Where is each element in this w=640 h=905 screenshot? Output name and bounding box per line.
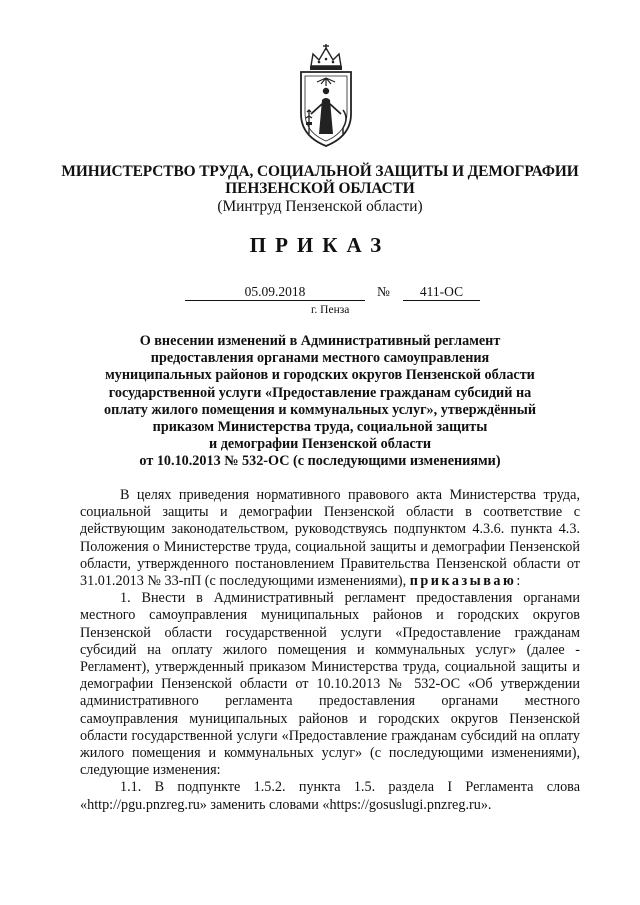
ministry-short-name: (Минтруд Пензенской области) — [217, 198, 423, 215]
document-type-title: ПРИКАЗ — [249, 233, 391, 257]
preamble-paragraph — [80, 487, 580, 590]
subject-line: муниципальных районов и городских округов Пензенской области — [105, 367, 535, 384]
order-subject — [80, 333, 560, 471]
order-city: г. Пенза — [311, 304, 350, 316]
subject-line: и демографии Пензенской области — [208, 436, 431, 453]
subject-line: предоставления органами местного самоуправления — [150, 350, 490, 367]
number-sign: № — [377, 284, 390, 299]
order-date: 05.09.2018 — [185, 283, 365, 301]
ministry-name — [0, 163, 640, 197]
ministry-name-line1: МИНИСТЕРСТВО ТРУДА, СОЦИАЛЬНОЙ ЗАЩИТЫ И ДЕМОГРАФИИ — [61, 163, 579, 180]
order-keyword-colon: : — [516, 573, 521, 590]
item-1-paragraph: 1. Внести в Административный регламент предоставления органами местного самоуправления муниципальных районов и городских округов Пензенской области государственной услуги «Предоставление гражданам субсидий на оплату жилого помещения и коммунальных услуг» (далее - Регламент), утвержденный приказом Министерства труда, социальной защиты и демографии Пензенской области от 10.10.2013 № 532-ОС «Об утверждении административного регламента предоставления органами местного самоуправления муниципальных районов и городских округов Пензенской области государственной услуги «Предоставление гражданам субсидий на оплату жилого помещения и коммунальных услуг» (с последующими изменениями), следующие изменения: — [80, 590, 580, 779]
preamble-text: В целях приведения нормативного правового акта Министерства труда, социальной защиты и демографии Пензенской области в соответствие с действующим законодательством, руководствуясь подпунктом 4.3.6. пункта 4.3. Положения о Министерстве труда, социальной защиты и демографии Пензенской области, утвержденного постановлением Правительства Пензенской области от 31.01.2013 № 33-пП (с последующими изменениями), — [80, 487, 580, 590]
order-number: 411-ОС — [403, 283, 480, 301]
item-1-1-paragraph: 1.1. В подпункте 1.5.2. пункта 1.5. раздела I Регламента слова «http://pgu.pnzreg.ru» заменить словами «https://gosuslugi.pnzreg.ru». — [80, 779, 580, 813]
order-keyword: приказываю — [409, 573, 517, 590]
subject-line: от 10.10.2013 № 532-ОС (с последующими изменениями) — [139, 453, 501, 470]
order-meta-row — [0, 283, 640, 303]
subject-line: оплату жилого помещения и коммунальных услуг», утверждённый — [103, 401, 537, 418]
ministry-name-line2: ПЕНЗЕНСКОЙ ОБЛАСТИ — [225, 180, 415, 197]
subject-line: приказом Министерства труда, социальной защиты — [152, 419, 488, 436]
subject-line: О внесении изменений в Административный регламент — [139, 333, 501, 349]
order-body — [80, 487, 580, 814]
coat-of-arms-icon — [297, 44, 355, 148]
subject-line: государственной услуги «Предоставление гражданам субсидий на — [108, 384, 532, 401]
